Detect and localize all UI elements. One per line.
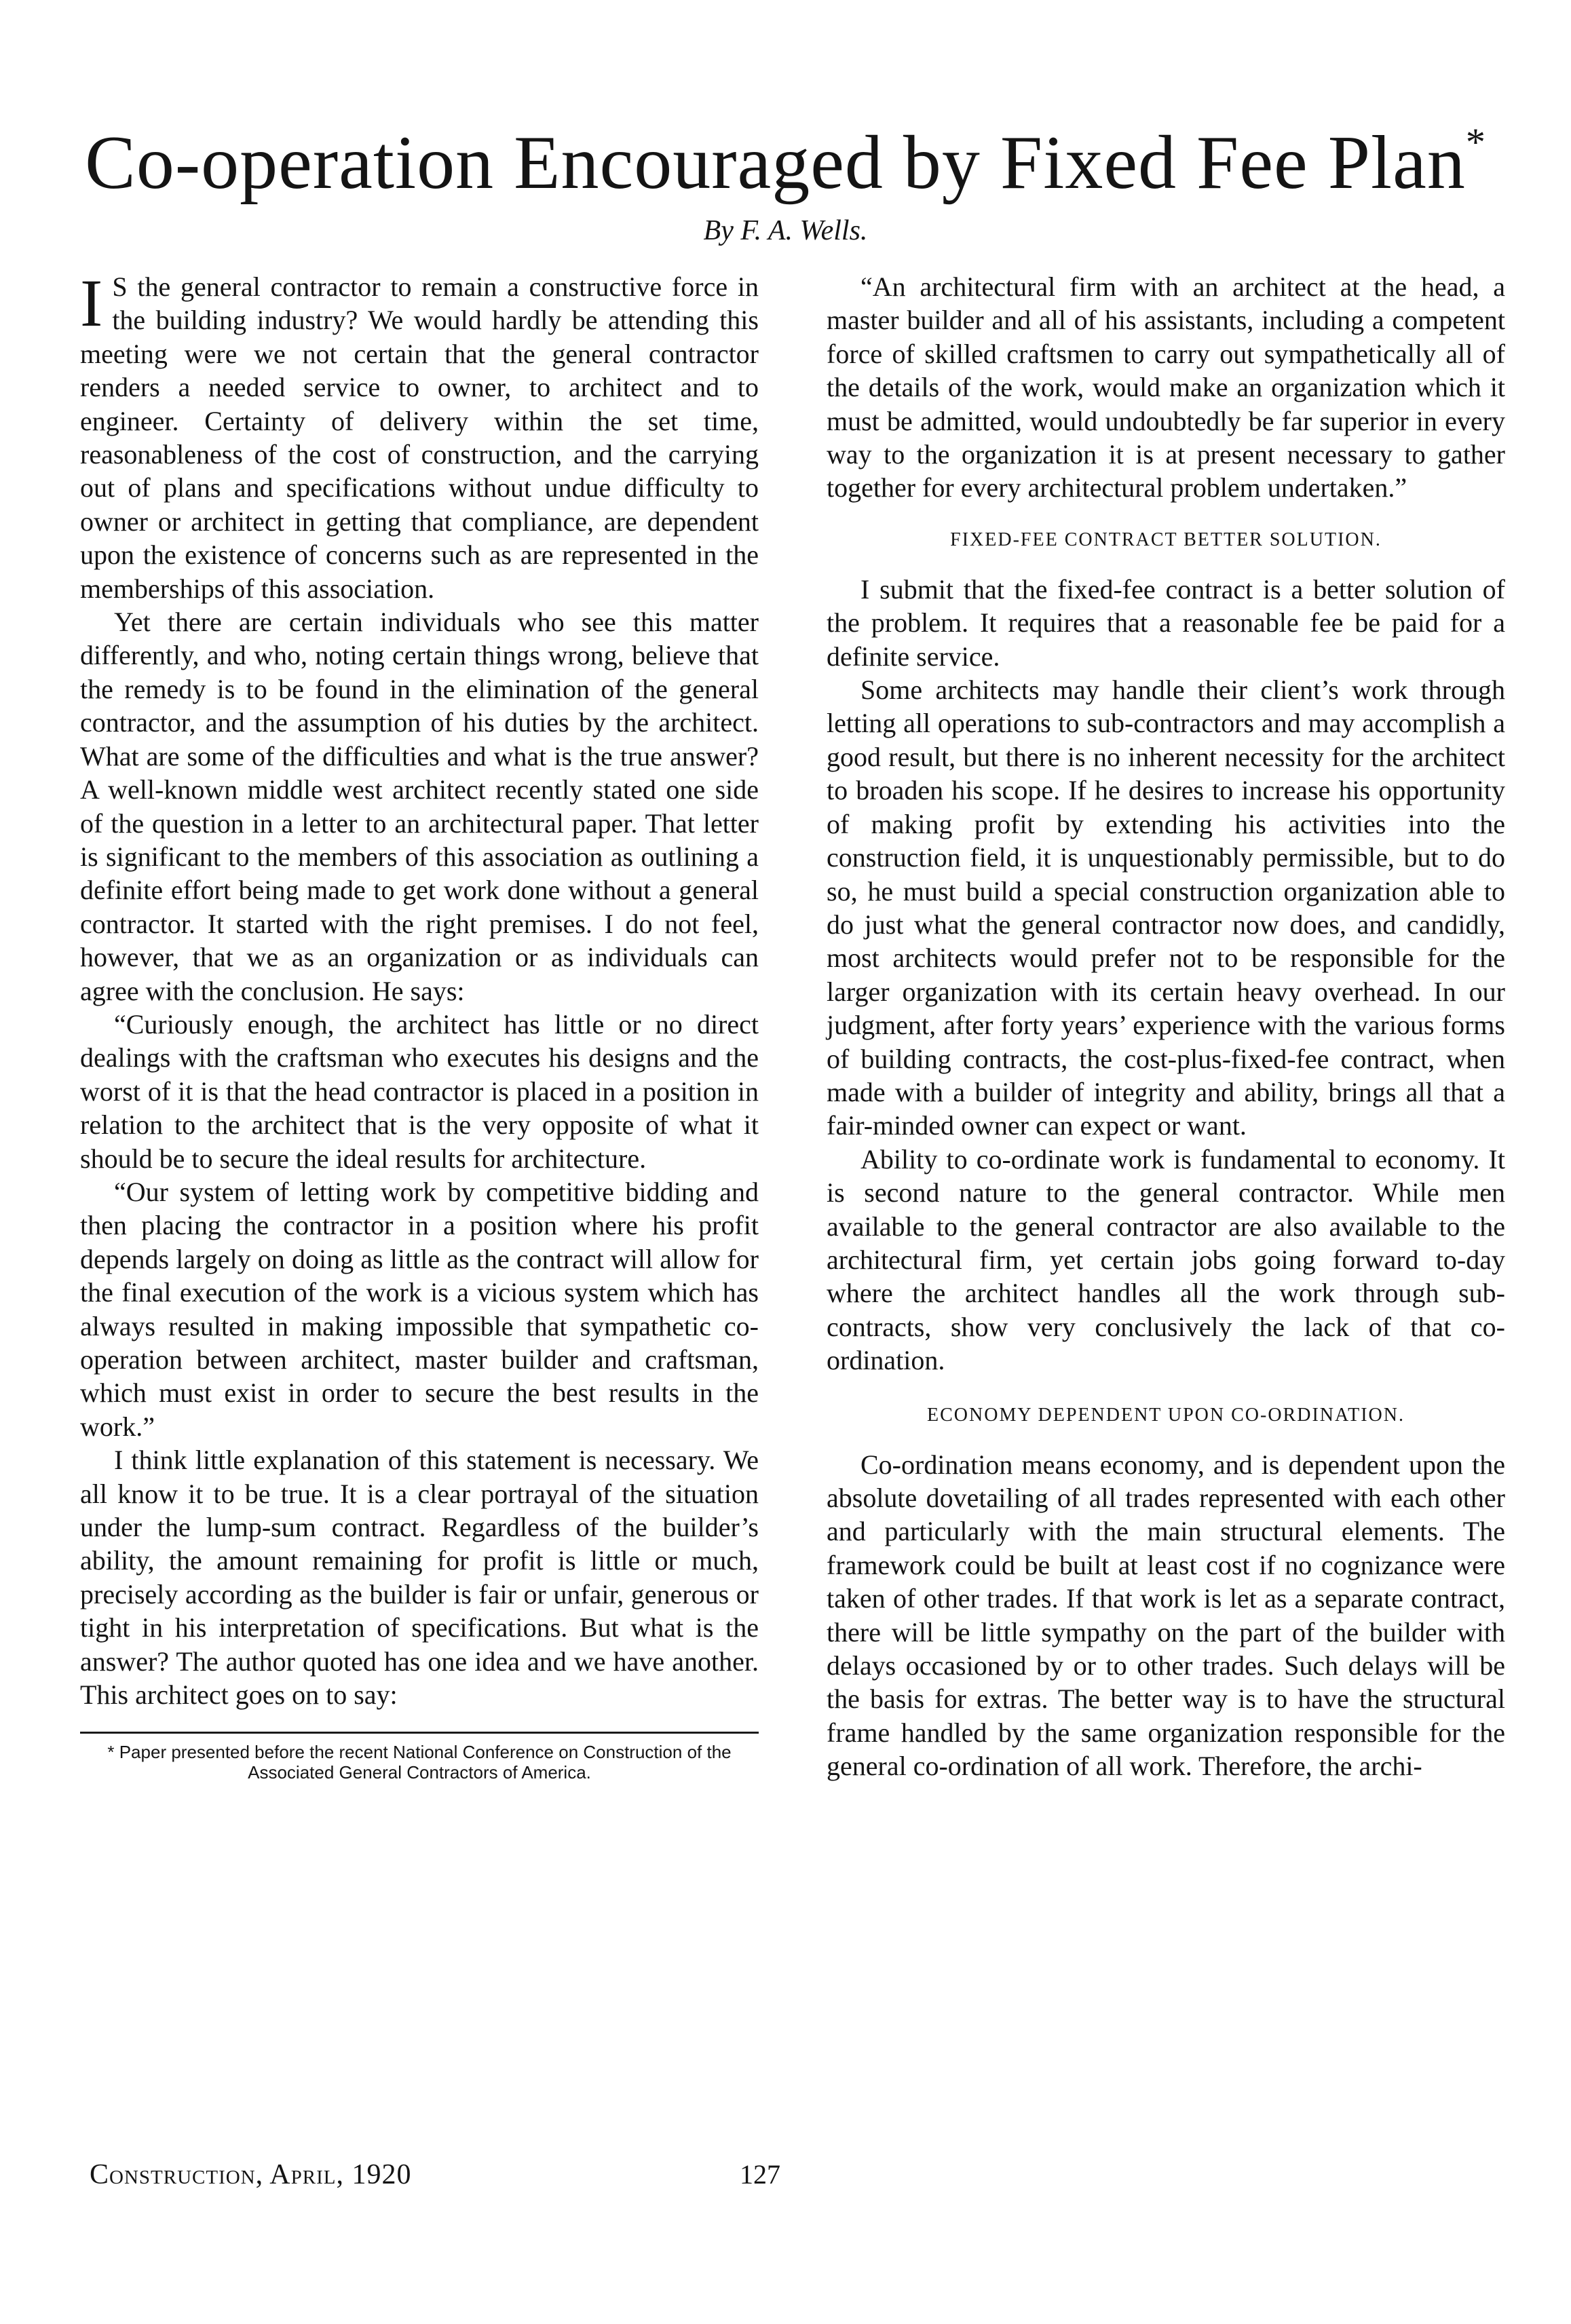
article-title (0, 95, 1571, 210)
byline: By F. A. Wells. (703, 215, 868, 246)
paragraph (80, 265, 759, 605)
left-column (80, 265, 759, 1783)
publication-footer: Construction, April, 1920 (90, 2159, 412, 2190)
section-heading: ECONOMY DEPENDENT UPON CO-ORDINATION. (927, 1404, 1405, 1426)
drop-cap: I (80, 265, 103, 341)
paragraph-text: S the general contractor to remain a constructive force in the building industry? We would hardly be attending this meeting were we not certain that the general contractor renders a needed service to owner, to architect and to engineer. Certainty of delivery within the set time, reasonableness of the cost of construction, and the carrying out of plans and specifications without undue difficulty to owner or architect in getting that compliance, are dependent upon the existence of concerns such as are represented in the memberships of this association. (80, 271, 759, 604)
quoted-paragraph: “Curiously enough, the architect has little or no direct dealings with the craftsman who executes his designs and the worst of it is that the head contractor is placed in a position in relation to the architect that is the very opposite of what it should be to secure the ideal results for architecture. (80, 1008, 759, 1174)
paragraph: Co-ordination means economy, and is dependent upon the absolute dovetailing of all trades represented with each other and particularly with the main structural elements. The framework could be built at least cost if no cognizance were taken of other trades. If that work is let as a separate contract, there will be little sympathy on the part of the builder with delays occasioned by or to other trades. Such delays will be the basis for extras. The better way is to have the structural frame handled by the same organization responsible for the general co-ordination of all work. Therefore, the archi- (827, 1449, 1505, 1782)
quoted-paragraph: “An architectural firm with an architect at the head, a master builder and all of his assistants, including a competent force of skilled craftsmen to carry out sympathetically all of the details of the work, would make an organization which it must be admitted, would undoubtedly be far superior in every way to the organization it is at present necessary to gather together for every architectural problem undertaken.” (827, 271, 1505, 503)
paragraph: Some architects may handle their client’s work through letting all operations to sub-contractors and may accomplish a good result, but there is no inherent necessity for the architect to broaden his scope. If he desires to increase his opportunity of making profit by extending his activities into the construction field, it is unquestionably permissible, but to do so, he must build a special construction organization able to do just what the general contractor now does, and candidly, most architects would prefer not to be responsible for the larger organization with its certain heavy overhead. In our judgment, after forty years’ experience with the various forms of building contracts, the cost-plus-fixed-fee contract, when made with a builder of integrity and ability, brings all that a fair-minded owner can expect or want. (827, 674, 1505, 1141)
quoted-paragraph: “Our system of letting work by competitive bidding and then placing the contractor in a position where his profit depends largely on doing as little as the contract will allow for the final execution of the work is a vicious system which has always resulted in making impossible that sympathetic co-operation between architect, master builder and craftsman, which must exist in order to secure the best results in the work.” (80, 1176, 759, 1442)
paragraph: I think little explanation of this statement is necessary. We all know it to be true. It is a clear portrayal of the situation under the lump-sum contract. Regardless of the builder’s ability, the amount remaining for profit is little or much, precisely according as the builder is fair or unfair, generous or tight in his interpretation of specifications. But what is the answer? The author quoted has one idea and we have another. This architect goes on to say: (80, 1445, 759, 1711)
footnote-divider (80, 1732, 759, 1734)
title-footnote-mark: * (1465, 120, 1486, 164)
paragraph: Ability to co-ordinate work is fundamental to economy. It is second nature to the general contractor. While men available to the general contractor are also available to the architectural firm, yet certain jobs going forward to-day where the architect handles all the work through sub-contracts, show very conclusively the lack of that co-ordination. (827, 1143, 1505, 1376)
paragraph: I submit that the fixed-fee contract is a better solution of the problem. It requires that a reasonable fee be paid for a definite service. (827, 573, 1505, 672)
right-column (827, 270, 1505, 1783)
paragraph: Yet there are certain individuals who see this matter differently, and who, noting certain things wrong, believe that the remedy is to be found in the elimination of the general contractor, and the assumption of his duties by the architect. What are some of the difficulties and what is the true answer? A well-known middle west architect recently stated one side of the question in a letter to an architectural paper. That letter is significant to the members of this association as outlining a definite effort being made to get work done without a general contractor. It started with the right premises. I do not feel, however, that we as an organization or as individuals can agree with the conclusion. He says: (80, 607, 759, 1006)
article-title-text: Co-operation Encouraged by Fixed Fee Plan (85, 121, 1466, 205)
page-number: 127 (740, 2159, 780, 2190)
section-heading: FIXED-FEE CONTRACT BETTER SOLUTION. (950, 529, 1382, 550)
footnote: * Paper presented before the recent National Conference on Construction of the Associated General Contractors of America. (107, 1742, 732, 1783)
